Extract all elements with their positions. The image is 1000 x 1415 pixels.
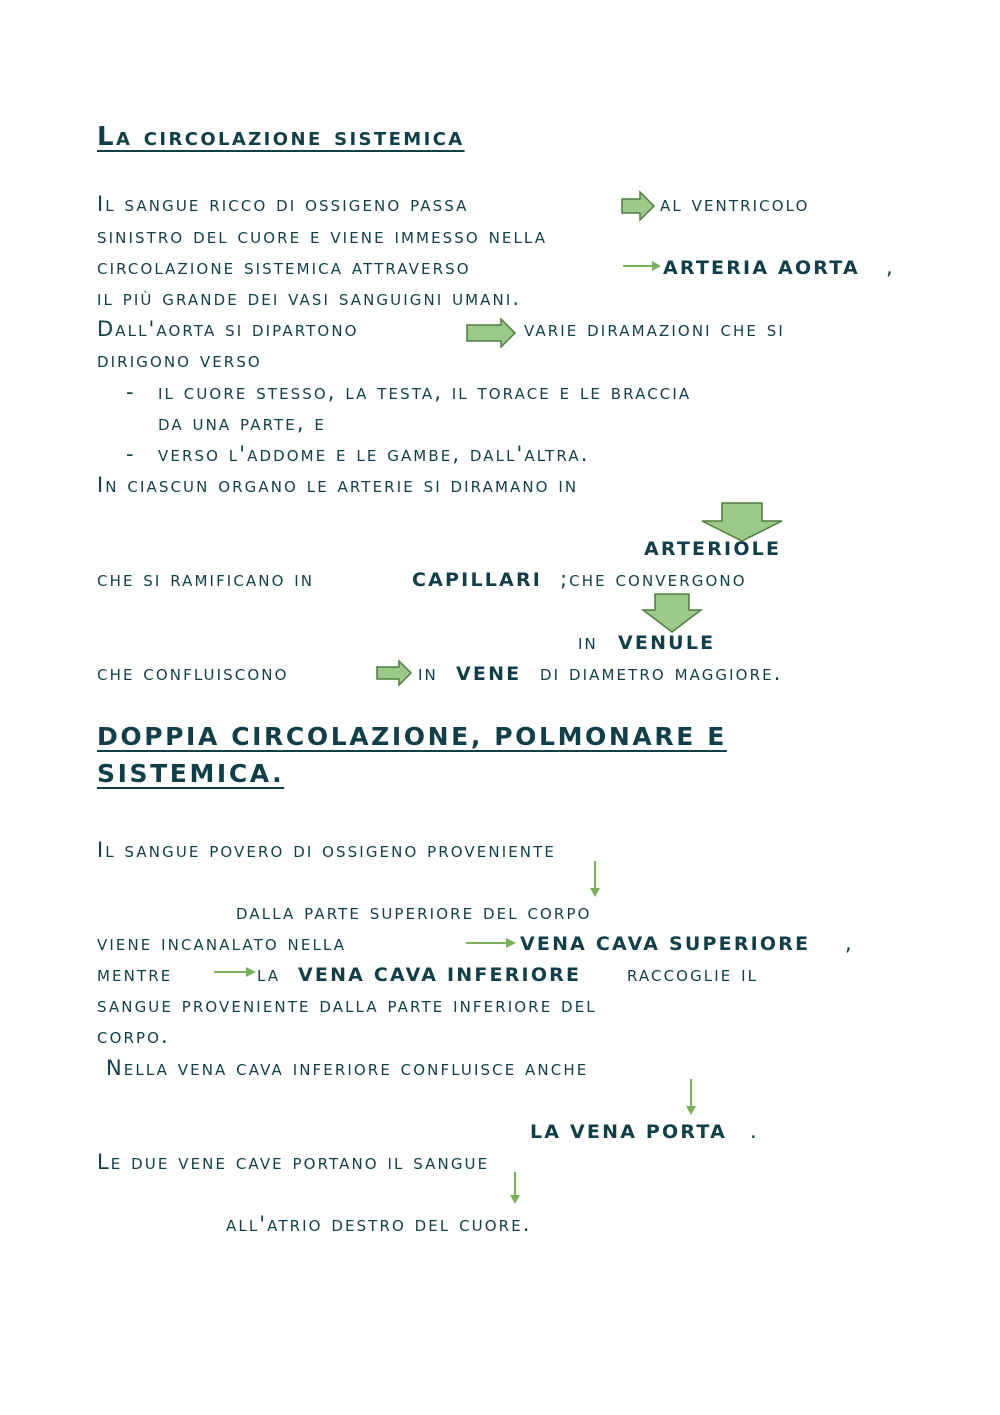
bullet-marker: - xyxy=(126,380,136,404)
vena-porta: LA VENA PORTA xyxy=(530,1121,727,1143)
s1-p2-line2: dirigono verso xyxy=(97,348,262,372)
s1-p1-line3c: , xyxy=(886,255,895,279)
s2-p3-line1: Le due vene cave portano il sangue xyxy=(97,1150,490,1174)
arrow-down-icon xyxy=(508,1171,522,1205)
vena-cava-superiore: VENA CAVA SUPERIORE xyxy=(520,933,811,955)
block-arrow-right-icon xyxy=(465,318,517,348)
s1-p2-bullet1b: da una parte, e xyxy=(158,411,327,435)
s1-p3-line1: In ciascun organo le arterie si diramano in xyxy=(97,473,579,497)
s1-p3-line3a: in xyxy=(578,630,598,654)
s1-p3-line4b: in xyxy=(418,661,438,685)
bullet-marker: - xyxy=(126,442,136,466)
block-arrow-right-icon xyxy=(375,660,413,686)
s2-p1-line4a: mentre xyxy=(97,962,173,986)
venule: VENULE xyxy=(618,632,716,654)
s2-p2-line2b: . xyxy=(750,1119,759,1143)
s1-p3-line4c: di diametro maggiore. xyxy=(540,661,783,685)
arrow-right-icon xyxy=(465,936,517,950)
arrow-right-icon xyxy=(213,965,257,979)
section1-title: La circolazione sistemica xyxy=(97,122,465,152)
section2-title-line2: SISTEMICA. xyxy=(97,759,285,788)
s1-p2-line1b: varie diramazioni che si xyxy=(524,317,785,341)
s1-p2-bullet1a: il cuore stesso, la testa, il torace e le braccia xyxy=(158,380,692,404)
s2-p1-line2: dalla parte superiore del corpo xyxy=(236,900,592,924)
s1-p3-line2a: che si ramificano in xyxy=(97,567,315,591)
capillari: CAPILLARI xyxy=(412,569,543,591)
s1-p1-line3a: circolazione sistemica attraverso xyxy=(97,255,471,279)
s2-p1-line6: corpo. xyxy=(97,1024,170,1048)
vena-cava-inferiore: VENA CAVA INFERIORE xyxy=(298,964,582,986)
s1-p1-line2: sinistro del cuore e viene immesso nella xyxy=(97,224,548,248)
s2-p1-line3a: viene incanalato nella xyxy=(97,931,347,955)
s1-p3-line4a: che confluiscono xyxy=(97,661,289,685)
arteriole: ARTERIOLE xyxy=(644,538,782,560)
s1-p2-bullet2: verso l'addome e le gambe, dall'altra. xyxy=(158,442,590,466)
s1-p1-line1a: Il sangue ricco di ossigeno passa xyxy=(97,192,469,216)
section2-title-line1: DOPPIA CIRCOLAZIONE, POLMONARE E xyxy=(97,722,727,751)
arrow-right-icon xyxy=(622,259,662,273)
arrow-down-icon xyxy=(684,1078,698,1116)
s2-p1-line4d: raccoglie il xyxy=(627,962,759,986)
s1-p1-line1b: al ventricolo xyxy=(660,192,810,216)
block-arrow-right-icon xyxy=(620,190,656,222)
block-arrow-down-icon xyxy=(641,593,703,633)
s1-p3-line2b: ;che convergono xyxy=(560,567,747,591)
s2-p3-line2: all'atrio destro del cuore. xyxy=(226,1212,532,1236)
s1-p2-line1a: Dall'aorta si dipartono xyxy=(97,317,359,341)
arrow-down-icon xyxy=(588,860,602,898)
s2-p2-line1: Nella vena cava inferiore confluisce anche xyxy=(106,1056,589,1080)
s2-p1-line4b: la xyxy=(257,962,281,986)
arteria-aorta: ARTERIA AORTA xyxy=(663,257,860,279)
s2-p1-line1: Il sangue povero di ossigeno proveniente xyxy=(97,838,556,862)
s2-p1-line3c: , xyxy=(845,931,854,955)
vene: VENE xyxy=(456,663,522,685)
s1-p1-line4: il più grande dei vasi sanguigni umani. xyxy=(97,286,522,310)
s2-p1-line5: sangue proveniente dalla parte inferiore del xyxy=(97,993,597,1017)
